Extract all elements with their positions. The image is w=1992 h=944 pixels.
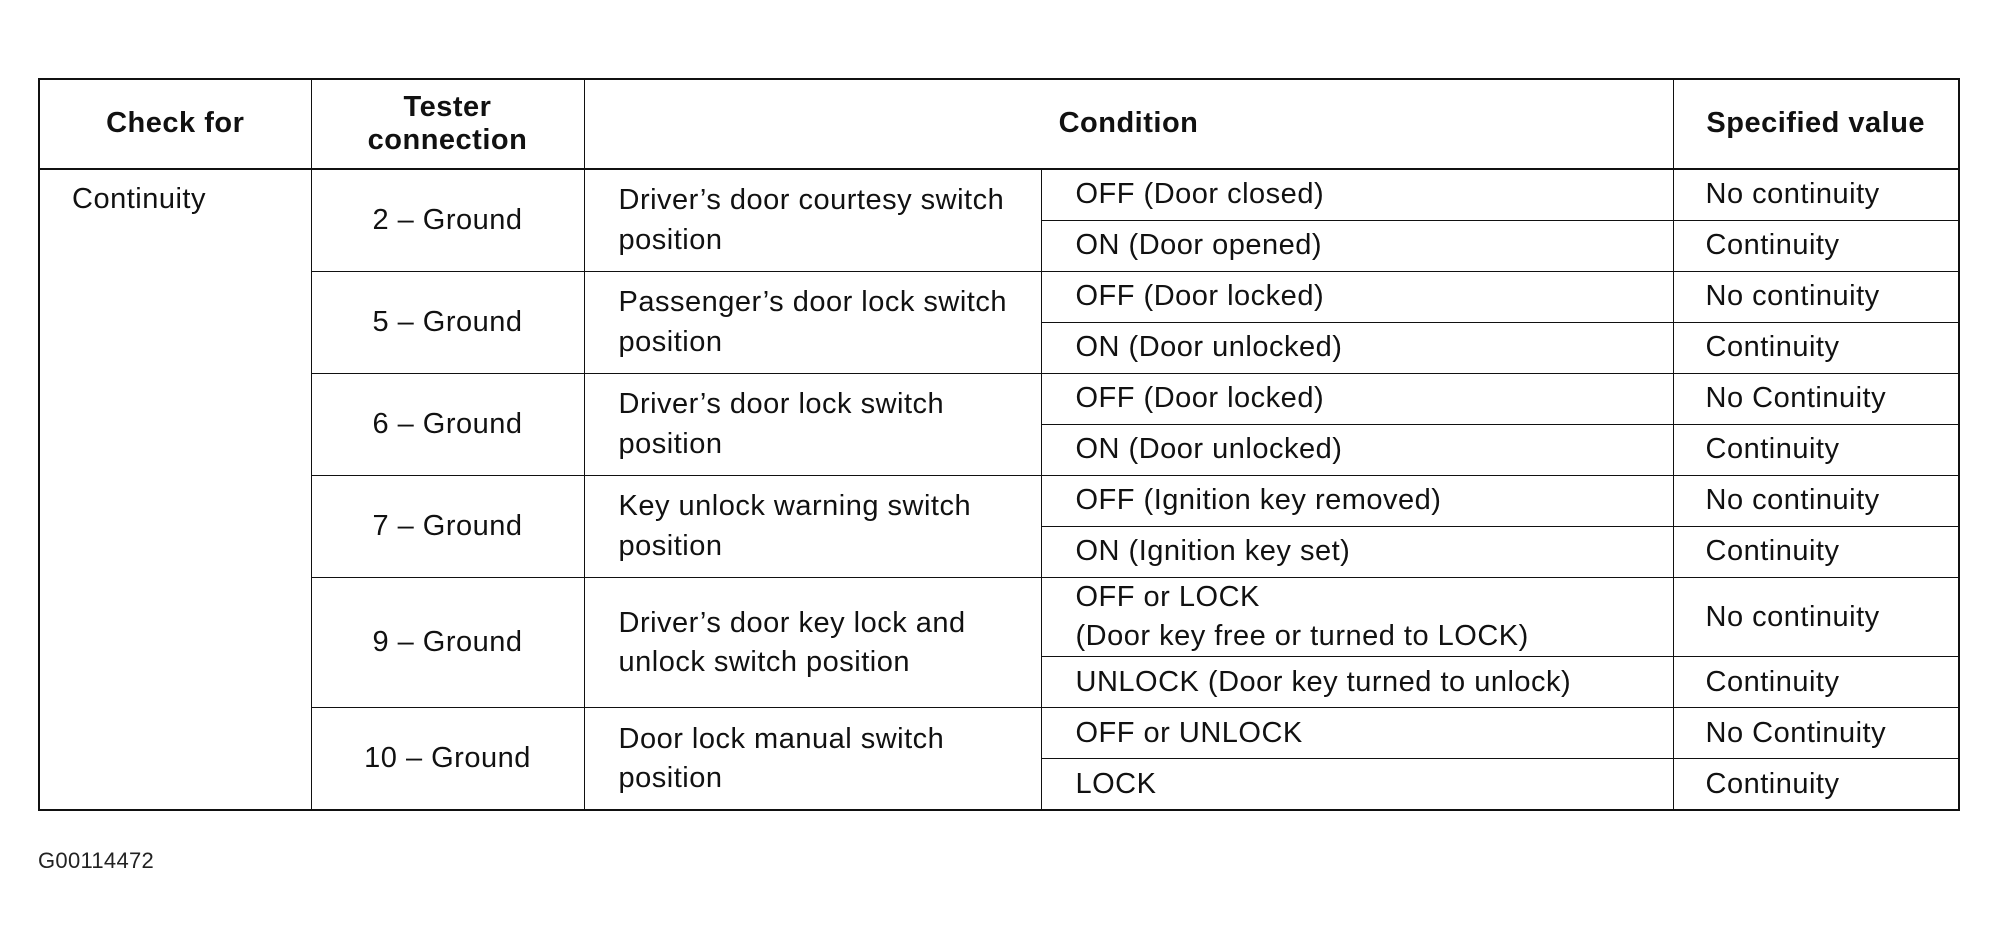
condition-cell: ON (Ignition key set)	[1041, 527, 1673, 578]
table-row	[39, 708, 1959, 759]
specified-value-cell: Continuity	[1673, 759, 1959, 811]
header-tester-connection: Tester connection	[311, 79, 584, 169]
condition-cell: OFF (Door closed)	[1041, 169, 1673, 221]
continuity-check-table	[38, 78, 1960, 811]
condition-cell: OFF (Door locked)	[1041, 272, 1673, 323]
table-row	[39, 476, 1959, 527]
condition-cell: ON (Door unlocked)	[1041, 323, 1673, 374]
condition-cell: LOCK	[1041, 759, 1673, 811]
header-row	[39, 79, 1959, 169]
condition-line: (Door key free or turned to LOCK)	[1075, 620, 1529, 653]
tester-connection-cell: 9 – Ground	[311, 578, 584, 708]
switch-item-cell: Passenger’s door lock switch position	[584, 272, 1041, 374]
condition-line: OFF or LOCK	[1075, 581, 1260, 613]
switch-item-cell: Driver’s door key lock and unlock switch position	[584, 578, 1041, 708]
tester-connection-cell: 2 – Ground	[311, 169, 584, 272]
tester-connection-cell: 5 – Ground	[311, 272, 584, 374]
specified-value-cell: No continuity	[1673, 272, 1959, 323]
tester-connection-cell: 10 – Ground	[311, 708, 584, 811]
specified-value-cell: Continuity	[1673, 425, 1959, 476]
specified-value-cell: Continuity	[1673, 323, 1959, 374]
condition-cell: OFF or UNLOCK	[1041, 708, 1673, 759]
condition-cell	[1041, 578, 1673, 657]
switch-item-cell: Driver’s door lock switch position	[584, 374, 1041, 476]
tester-connection-cell: 6 – Ground	[311, 374, 584, 476]
condition-cell: OFF (Door locked)	[1041, 374, 1673, 425]
condition-cell: ON (Door opened)	[1041, 221, 1673, 272]
specified-value-cell: No Continuity	[1673, 374, 1959, 425]
switch-item-cell: Driver’s door courtesy switch position	[584, 169, 1041, 272]
specified-value-cell: No continuity	[1673, 169, 1959, 221]
header-check-for: Check for	[39, 79, 311, 169]
specified-value-cell: No Continuity	[1673, 708, 1959, 759]
table-row	[39, 374, 1959, 425]
header-condition: Condition	[584, 79, 1673, 169]
specified-value-cell: Continuity	[1673, 527, 1959, 578]
specified-value-cell: No continuity	[1673, 476, 1959, 527]
specified-value-cell: Continuity	[1673, 657, 1959, 708]
condition-cell: ON (Door unlocked)	[1041, 425, 1673, 476]
tester-connection-cell: 7 – Ground	[311, 476, 584, 578]
specified-value-cell: Continuity	[1673, 221, 1959, 272]
condition-cell: UNLOCK (Door key turned to unlock)	[1041, 657, 1673, 708]
condition-cell: OFF (Ignition key removed)	[1041, 476, 1673, 527]
table-row	[39, 578, 1959, 657]
check-for-cell: Continuity	[39, 169, 311, 810]
figure-code: G00114472	[38, 848, 155, 873]
specified-value-cell: No continuity	[1673, 578, 1959, 657]
table-row	[39, 272, 1959, 323]
switch-item-cell: Door lock manual switch position	[584, 708, 1041, 811]
switch-item-cell: Key unlock warning switch position	[584, 476, 1041, 578]
header-specified-value: Specified value	[1673, 79, 1959, 169]
table-row	[39, 169, 1959, 221]
